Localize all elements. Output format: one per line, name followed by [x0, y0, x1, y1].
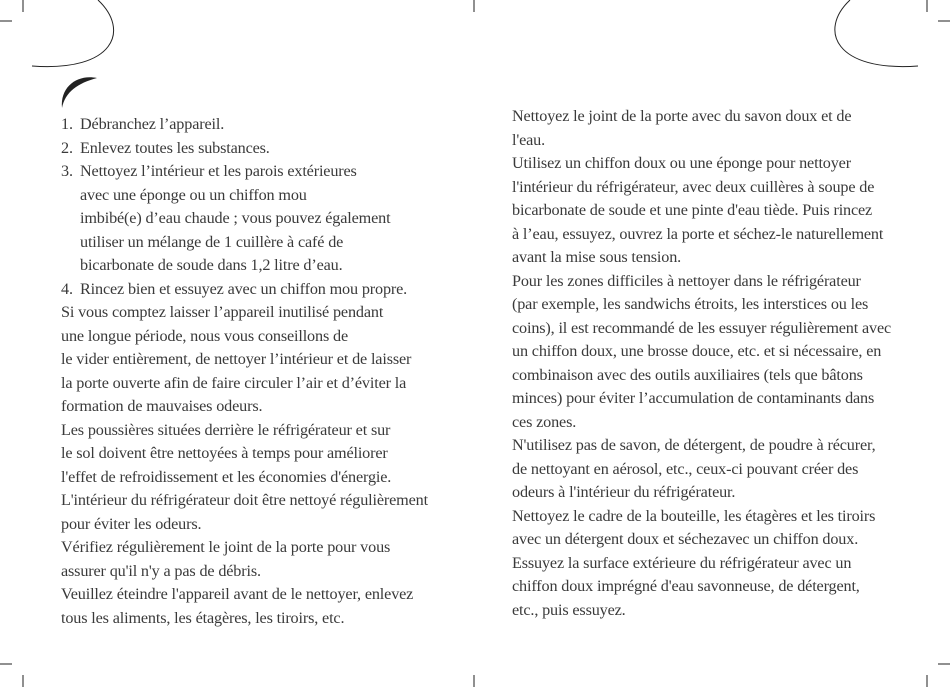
text-line: chiffon doux imprégné d'eau savonneuse, de détergent,: [512, 577, 860, 595]
text-line: odeurs à l'intérieur du réfrigérateur.: [512, 483, 736, 501]
left-column: [61, 113, 481, 630]
text-line: bicarbonate de soude et une pinte d'eau tiède. Puis rincez: [512, 201, 873, 219]
text-line: pour éviter les odeurs.: [61, 514, 202, 533]
ornament-crescent: [62, 77, 97, 108]
step-text-continued: avec une éponge ou un chiffon mou: [80, 185, 307, 204]
text-line: la porte ouverte afin de faire circuler l’air et d’éviter la: [61, 373, 407, 392]
text-line: à l’eau, essuyez, ouvrez la porte et séchez-le naturellement: [512, 224, 884, 243]
step-text-continued: utiliser un mélange de 1 cuillère à café de: [80, 232, 344, 251]
text-line: Utilisez un chiffon doux ou une éponge pour nettoyer: [512, 154, 851, 172]
text-line: Si vous comptez laisser l’appareil inutilisé pendant: [61, 303, 384, 321]
text-line: Veuillez éteindre l'appareil avant de le nettoyer, enlevez: [61, 585, 414, 603]
corner-arc-left: [32, 0, 114, 67]
text-line: etc., puis essuyez.: [512, 600, 626, 619]
text-line: Essuyez la surface extérieure du réfrigérateur avec un: [512, 553, 852, 572]
step-item: [61, 137, 481, 161]
text-line: l'intérieur du réfrigérateur, avec deux cuillères à soupe de: [512, 177, 875, 196]
text-line: coins), il est recommandé de les essuyer régulièrement avec: [512, 318, 892, 337]
text-line: une longue période, nous vous conseillons de: [61, 326, 348, 345]
text-line: formation de mauvaises odeurs.: [61, 397, 263, 415]
text-line: assurer qu'il n'y a pas de débris.: [61, 561, 261, 580]
step-number: 4.: [61, 279, 73, 298]
text-line: tous les aliments, les étagères, les tiroirs, etc.: [61, 608, 345, 627]
step-text-continued: bicarbonate de soude dans 1,2 litre d’eau.: [80, 256, 343, 274]
text-line: Les poussières situées derrière le réfrigérateur et sur: [61, 420, 391, 439]
step-text: Rincez bien et essuyez avec un chiffon mou propre.: [80, 279, 408, 298]
text-line: combinaison avec des outils auxiliaires (tels que bâtons: [512, 365, 863, 384]
step-text: Enlevez toutes les substances.: [80, 138, 270, 157]
step-text: Débranchez l’appareil.: [80, 115, 225, 133]
text-line: un chiffon doux, une brosse douce, etc. et si nécessaire, en: [512, 342, 882, 360]
text-line: l'eau.: [512, 130, 546, 149]
text-line: de nettoyant en aérosol, etc., ceux-ci pouvant créer des: [512, 459, 859, 478]
right-column: [512, 105, 932, 622]
text-line: N'utilisez pas de savon, de détergent, de poudre à récurer,: [512, 436, 876, 454]
text-line: ces zones.: [512, 412, 577, 431]
step-item: [61, 278, 481, 302]
step-item: [61, 113, 481, 137]
step-number: 1.: [61, 115, 73, 133]
text-line: l'effet de refroidissement et les économies d'énergie.: [61, 467, 392, 486]
text-line: Vérifiez régulièrement le joint de la porte pour vous: [61, 538, 391, 556]
body-text: [61, 301, 481, 630]
text-line: le vider entièrement, de nettoyer l’intérieur et de laisser: [61, 350, 412, 368]
text-line: L'intérieur du réfrigérateur doit être nettoyé régulièrement: [61, 491, 428, 509]
text-line: (par exemple, les sandwichs étroits, les interstices ou les: [512, 295, 869, 313]
text-line: minces) pour éviter l’accumulation de contaminants dans: [512, 389, 875, 407]
steps-list: [61, 113, 481, 301]
text-line: le sol doivent être nettoyées à temps pour améliorer: [61, 444, 388, 462]
step-item: [61, 160, 481, 184]
step-number: 3.: [61, 162, 73, 180]
step-text-continued: imbibé(e) d’eau chaude ; vous pouvez également: [80, 209, 391, 227]
text-line: Nettoyez le joint de la porte avec du savon doux et de: [512, 107, 852, 125]
text-line: Pour les zones difficiles à nettoyer dans le réfrigérateur: [512, 271, 861, 290]
text-line: Nettoyez le cadre de la bouteille, les étagères et les tiroirs: [512, 506, 876, 525]
corner-arc-right: [835, 0, 918, 67]
text-line: avant la mise sous tension.: [512, 248, 682, 266]
text-line: avec un détergent doux et séchezavec un chiffon doux.: [512, 530, 859, 548]
step-number: 2.: [61, 138, 73, 157]
step-text: Nettoyez l’intérieur et les parois extérieures: [80, 162, 357, 180]
